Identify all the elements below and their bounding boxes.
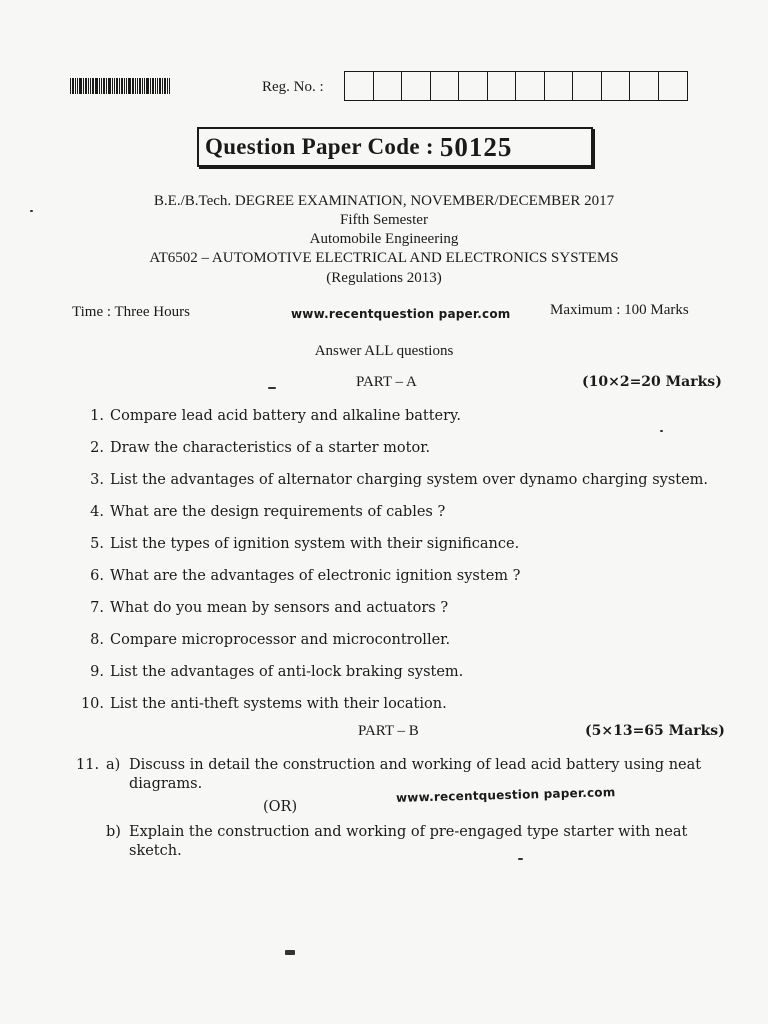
barcode-bar [101,78,102,94]
question-number: 5. [90,536,104,552]
exam-title: B.E./B.Tech. DEGREE EXAMINATION, NOVEMBER/DECEMBER 2017 [153,193,615,209]
time-label: Time : Three Hours [72,304,190,320]
question-number: 1. [90,408,104,424]
reg-no-boxes [344,71,688,101]
barcode-bar [83,78,84,94]
barcode-bar [164,78,166,94]
question-number: 10. [80,696,104,712]
question-number: 6. [90,568,104,584]
scan-speck [518,858,523,860]
question-text: Compare microprocessor and microcontroller. [110,632,451,648]
barcode-bar [121,78,123,94]
question-text: List the types of ignition system with their significance. [110,536,520,552]
scan-speck [30,210,33,212]
barcode-bar [92,78,94,94]
q11b-text [129,823,699,861]
question-item [76,632,450,648]
reg-no-digit-box[interactable] [374,72,403,100]
reg-no-label: Reg. No. : [262,79,324,95]
question-item [76,568,520,584]
reg-no-digit-box[interactable] [488,72,517,100]
barcode-bar [88,78,89,94]
part-b-marks: (5×13=65 Marks) [585,723,725,739]
barcode-bar [144,78,145,94]
reg-no-digit-box[interactable] [630,72,659,100]
barcode-bar [70,78,71,94]
barcode-bar [95,78,98,94]
barcode-bar [75,78,76,94]
watermark-2: www.recentquestion paper.com [395,785,616,805]
reg-no-digit-box[interactable] [459,72,488,100]
question-number: 2. [90,440,104,456]
or-label: (OR) [263,799,298,815]
barcode-bar [114,78,115,94]
part-a-marks: (10×2=20 Marks) [582,374,722,390]
barcode-bar [106,78,107,94]
barcode-bar [112,78,113,94]
part-b-label: PART – B [358,723,419,739]
question-number: 9. [90,664,104,680]
part-a-label: PART – A [356,374,417,390]
barcode-bar [137,78,138,94]
question-text: List the advantages of alternator charging system over dynamo charging system. [110,472,709,488]
scan-speck [285,950,295,955]
barcode-bar [162,78,163,94]
reg-no-digit-box[interactable] [545,72,574,100]
barcode-bar [116,78,118,94]
reg-no-digit-box[interactable] [659,72,688,100]
question-item [76,600,448,616]
question-paper-code-box [197,127,593,167]
reg-no-digit-box[interactable] [431,72,460,100]
question-text: What do you mean by sensors and actuators ? [110,600,449,616]
barcode-bar [159,78,161,94]
q11b-line2: sketch. [129,843,182,859]
code-label: Question Paper Code : [205,134,434,159]
barcode-bar [167,78,168,94]
question-number: 7. [90,600,104,616]
max-marks-label: Maximum : 100 Marks [550,302,689,318]
question-item [76,696,447,712]
barcode-bar [99,78,100,94]
scan-speck [268,387,276,389]
barcode-bar [72,78,74,94]
question-item [76,472,708,488]
question-text: Draw the characteristics of a starter motor. [110,440,431,456]
barcode-bar [90,78,91,94]
question-text: What are the advantages of electronic ignition system ? [110,568,521,584]
barcode-icon [70,78,174,94]
q11b-line1: Explain the construction and working of pre-engaged type starter with neat [129,824,688,840]
semester: Fifth Semester [340,212,428,228]
question-number: 3. [90,472,104,488]
question-number: 8. [90,632,104,648]
code-number: 50125 [439,131,513,162]
barcode-bar [132,78,134,94]
question-item [76,664,463,680]
barcode-bar [126,78,127,94]
reg-no-digit-box[interactable] [402,72,431,100]
branch: Automobile Engineering [309,231,459,247]
barcode-bar [77,78,78,94]
barcode-bar [135,78,136,94]
barcode-bar [157,78,158,94]
question-text: List the anti-theft systems with their location. [110,696,447,712]
question-text: What are the design requirements of cables ? [110,504,446,520]
question-text: List the advantages of anti-lock braking system. [110,664,464,680]
question-text: Compare lead acid battery and alkaline battery. [110,408,461,424]
barcode-bar [155,78,156,94]
q11b-label: b) [106,824,121,840]
barcode-bar [103,78,105,94]
barcode-bar [146,78,149,94]
barcode-bar [108,78,111,94]
question-number: 4. [90,504,104,520]
barcode-bar [119,78,120,94]
barcode-bar [169,78,170,94]
q11a-label: a) [106,757,121,773]
barcode-bar [128,78,131,94]
reg-no-digit-box[interactable] [345,72,374,100]
q11a-line2: diagrams. [129,776,203,792]
reg-no-digit-box[interactable] [516,72,545,100]
q11-number: 11. [76,757,100,773]
question-item [76,440,430,456]
scan-speck [660,430,663,432]
instruction: Answer ALL questions [314,343,454,359]
course-title: AT6502 – AUTOMOTIVE ELECTRICAL AND ELECTRONICS SYSTEMS [149,250,619,266]
question-item [76,504,445,520]
reg-no-digit-box[interactable] [573,72,602,100]
barcode-bar [152,78,154,94]
barcode-bar [124,78,125,94]
barcode-bar [85,78,87,94]
barcode-bar [142,78,143,94]
reg-no-digit-box[interactable] [602,72,631,100]
q11a-line1: Discuss in detail the construction and working of lead acid battery using neat [129,757,702,773]
barcode-bar [150,78,151,94]
watermark: www.recentquestion paper.com [291,307,511,321]
barcode-bar [79,78,82,94]
question-item [76,408,461,424]
question-item [76,536,519,552]
regulations: (Regulations 2013) [326,270,442,286]
barcode-bar [139,78,141,94]
